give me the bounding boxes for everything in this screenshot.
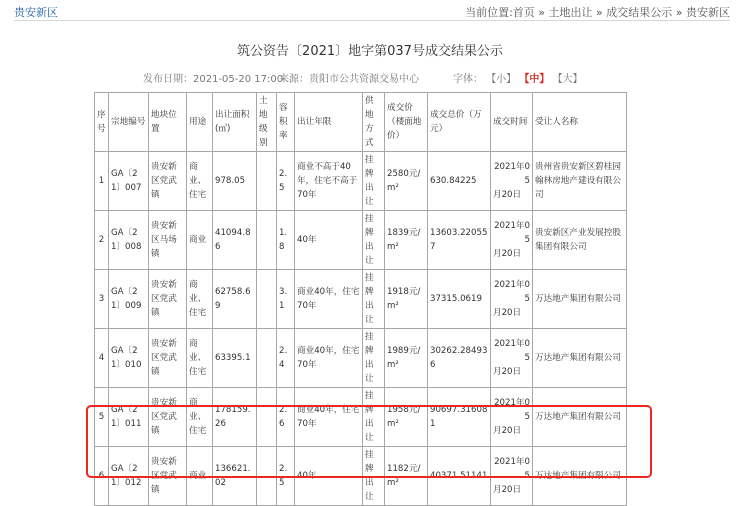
header-land-level: 土地级别	[257, 93, 277, 152]
cell-total-price: 630.84225	[428, 152, 491, 211]
cell-deal-date	[491, 447, 533, 506]
cell-land-level	[257, 388, 277, 447]
cell-total-price: 13603.220557	[428, 211, 491, 270]
cell-area: 178159.26	[213, 388, 257, 447]
cell-parcel-code: GA〔21〕009	[109, 270, 149, 329]
cell-deal-date	[491, 152, 533, 211]
cell-buyer: 贵安新区产业发展控股集团有限公司	[533, 211, 627, 270]
cell-unit-price: 1958元/m²	[385, 388, 428, 447]
deal-date-part: 2021年05	[494, 162, 530, 186]
header-supply-method: 供地方式	[363, 93, 385, 152]
cell-no: 2	[95, 211, 109, 270]
cell-unit-price: 1918元/m²	[385, 270, 428, 329]
deal-date-part: 2021年05	[494, 339, 530, 363]
brand-link[interactable]: 贵安新区	[14, 6, 58, 19]
document-title: 筑公资告〔2021〕地字第037号成交结果公示	[237, 44, 503, 59]
cell-unit-price: 2580元/m²	[385, 152, 428, 211]
cell-buyer: 万达地产集团有限公司	[533, 270, 627, 329]
cell-floor-area-ratio: 2.5	[277, 152, 295, 211]
publish-date: 发布日期：2021-05-20 17:00	[143, 74, 284, 85]
header-location: 地块位置	[149, 93, 187, 152]
cell-parcel-code: GA〔21〕007	[109, 152, 149, 211]
cell-land-level	[257, 447, 277, 506]
cell-deal-date	[491, 388, 533, 447]
header-no: 序号	[95, 93, 109, 152]
cell-supply-method: 挂牌出让	[363, 388, 385, 447]
cell-area: 62758.69	[213, 270, 257, 329]
header-use: 用途	[187, 93, 213, 152]
breadcrumb-home-link[interactable]: 首页	[512, 6, 535, 19]
cell-unit-price: 1839元/m²	[385, 211, 428, 270]
transaction-results-table	[94, 92, 627, 506]
cell-term: 40年	[295, 447, 363, 506]
cell-total-price: 90697.316081	[428, 388, 491, 447]
cell-unit-price: 1989元/m²	[385, 329, 428, 388]
cell-use: 商业、住宅	[187, 152, 213, 211]
breadcrumb-separator: »	[672, 6, 686, 19]
cell-total-price: 37315.0619	[428, 270, 491, 329]
table-row	[95, 270, 627, 329]
cell-floor-area-ratio: 2.4	[277, 329, 295, 388]
table-row-highlighted	[95, 447, 627, 506]
breadcrumb-land-transfer-link[interactable]: 土地出让	[548, 6, 593, 19]
cell-term: 40年	[295, 211, 363, 270]
cell-total-price: 40371.51141	[428, 447, 491, 506]
cell-floor-area-ratio: 2.6	[277, 388, 295, 447]
header-floor-area-ratio: 容积率	[277, 93, 295, 152]
cell-supply-method: 挂牌出让	[363, 447, 385, 506]
cell-land-level	[257, 329, 277, 388]
header-area: 出让面积(㎡)	[213, 93, 257, 152]
cell-no: 1	[95, 152, 109, 211]
cell-parcel-code: GA〔21〕008	[109, 211, 149, 270]
deal-date-part: 月20日	[493, 249, 522, 259]
cell-location: 贵安新区党武镇	[149, 329, 187, 388]
deal-date-part: 月20日	[493, 426, 522, 436]
cell-deal-date	[491, 211, 533, 270]
cell-supply-method: 挂牌出让	[363, 270, 385, 329]
cell-floor-area-ratio: 3.1	[277, 270, 295, 329]
breadcrumb-separator: »	[534, 6, 549, 19]
cell-area: 978.05	[213, 152, 257, 211]
font-size-label: 字体：	[453, 74, 483, 85]
header-unit-price: 成交价（楼面地价）	[385, 93, 428, 152]
cell-floor-area-ratio: 1.8	[277, 211, 295, 270]
header-divider	[14, 20, 730, 21]
cell-area: 136621.02	[213, 447, 257, 506]
cell-term: 商业40年，住宅70年	[295, 329, 363, 388]
header-term: 出让年限	[295, 93, 363, 152]
cell-location: 贵安新区党武镇	[149, 270, 187, 329]
cell-land-level	[257, 152, 277, 211]
cell-location: 贵安新区党武镇	[149, 152, 187, 211]
breadcrumb-separator: »	[592, 6, 607, 19]
cell-deal-date	[491, 270, 533, 329]
cell-buyer: 万达地产集团有限公司	[533, 329, 627, 388]
breadcrumb-guian-link[interactable]: 贵安新区	[686, 6, 730, 19]
deal-date-part: 2021年05	[494, 280, 530, 304]
header-parcel-code: 宗地编号	[109, 93, 149, 152]
cell-use: 商业、住宅	[187, 329, 213, 388]
cell-location: 贵安新区党武镇	[149, 447, 187, 506]
table-row	[95, 152, 627, 211]
deal-date-part: 2021年05	[494, 398, 530, 422]
table-row	[95, 329, 627, 388]
cell-use: 商业、住宅	[187, 388, 213, 447]
cell-supply-method: 挂牌出让	[363, 329, 385, 388]
cell-land-level	[257, 211, 277, 270]
deal-date-part: 月20日	[493, 308, 522, 318]
cell-supply-method: 挂牌出让	[363, 211, 385, 270]
font-small-button[interactable]: 【小】	[486, 74, 517, 85]
document-source: 来源：贵阳市公共资源交易中心	[279, 74, 419, 85]
cell-buyer: 贵州省贵安新区碧桂园翰林房地产建设有限公司	[533, 152, 627, 211]
header-deal-date: 成交时间	[491, 93, 533, 152]
cell-no: 4	[95, 329, 109, 388]
font-size-switcher	[453, 70, 583, 85]
font-medium-button[interactable]: 【中】	[519, 74, 550, 85]
cell-location: 贵安新区马场镇	[149, 211, 187, 270]
breadcrumb-prefix: 当前位置:	[465, 6, 513, 19]
breadcrumb-results-link[interactable]: 成交结果公示	[606, 6, 673, 19]
deal-date-part: 2021年05	[494, 457, 530, 481]
deal-date-part: 月20日	[493, 367, 522, 377]
breadcrumb	[465, 4, 730, 20]
cell-area: 41094.86	[213, 211, 257, 270]
cell-term: 商业40年，住宅70年	[295, 388, 363, 447]
table-row	[95, 388, 627, 447]
table-row	[95, 211, 627, 270]
top-bar	[0, 0, 740, 22]
cell-buyer: 万达地产集团有限公司	[533, 447, 627, 506]
cell-use: 商业	[187, 211, 213, 270]
header-buyer: 受让人名称	[533, 93, 627, 152]
cell-area: 63395.1	[213, 329, 257, 388]
cell-term: 商业不高于40年，住宅不高于70年	[295, 152, 363, 211]
cell-floor-area-ratio: 2.5	[277, 447, 295, 506]
cell-unit-price: 1182元/m²	[385, 447, 428, 506]
cell-location: 贵安新区党武镇	[149, 388, 187, 447]
cell-parcel-code: GA〔21〕010	[109, 329, 149, 388]
cell-use: 商业	[187, 447, 213, 506]
table-header-row	[95, 93, 627, 152]
cell-total-price: 30262.284936	[428, 329, 491, 388]
cell-parcel-code: GA〔21〕011	[109, 388, 149, 447]
cell-term: 商业40年，住宅70年	[295, 270, 363, 329]
cell-parcel-code: GA〔21〕012	[109, 447, 149, 506]
deal-date-part: 2021年05	[494, 221, 530, 245]
cell-deal-date	[491, 329, 533, 388]
cell-land-level	[257, 270, 277, 329]
cell-buyer: 万达地产集团有限公司	[533, 388, 627, 447]
cell-supply-method: 挂牌出让	[363, 152, 385, 211]
cell-use: 商业、住宅	[187, 270, 213, 329]
cell-no: 5	[95, 388, 109, 447]
deal-date-part: 月20日	[493, 190, 522, 200]
deal-date-part: 月20日	[493, 485, 522, 495]
cell-no: 6	[95, 447, 109, 506]
font-large-button[interactable]: 【大】	[552, 74, 583, 85]
header-total-price: 成交总价（万元）	[428, 93, 491, 152]
cell-no: 3	[95, 270, 109, 329]
